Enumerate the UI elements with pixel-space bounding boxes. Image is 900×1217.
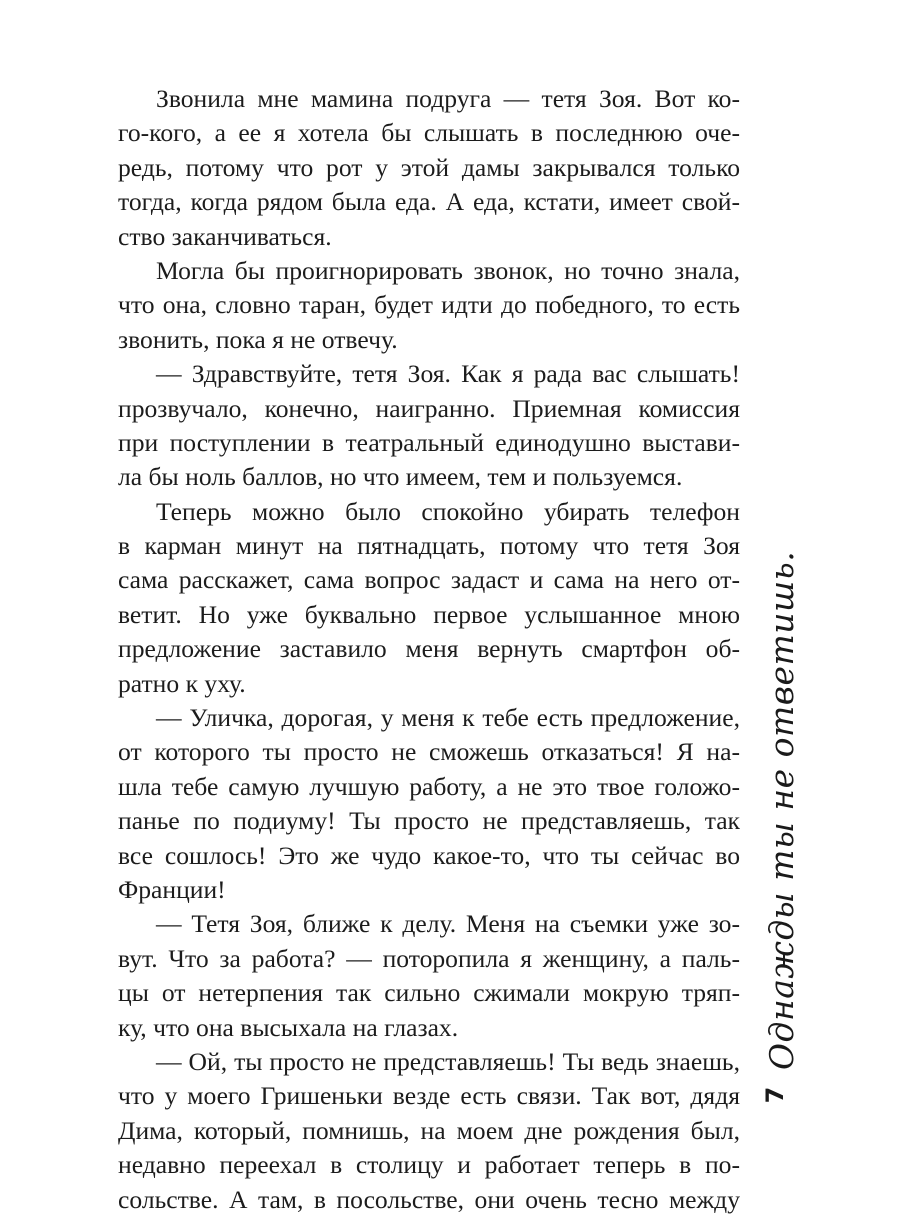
text-line: — Ой, ты просто не представляешь! Ты ведь знаешь, [156,1046,740,1076]
page-number: 7 [761,1086,789,1104]
text-line: цы от нетерпения так сильно сжимали мокрую тряп- [118,978,740,1008]
text-line: панье по подиуму! Ты просто не представляешь, так [118,806,740,836]
text-line: предложение заставило меня вернуть смартфон об- [118,634,740,664]
text-line: вут. Что за работа? — поторопила я женщину, а паль- [118,943,740,973]
text-line: Звонила мне мамина подруга — тетя Зоя. Вот ко- [156,84,740,113]
text-line: в карман минут на пятнадцать, потому что тетя Зоя [118,531,740,561]
text-line: при поступлении в театральный единодушно выстави- [118,427,740,457]
text-line: — Здравствуйте, тетя Зоя. Как я рада вас слышать! [156,359,740,389]
text-line: — Тетя Зоя, ближе к делу. Меня на съемки уже зо- [156,909,740,939]
text-line: прозвучало, конечно, наигранно. Приемная комиссия [118,393,740,423]
text-line: тогда, когда рядом была еда. А еда, кстати, имеет свой- [118,187,740,217]
text-line: от которого ты просто не сможешь отказаться! Я на- [118,737,740,767]
text-line: что у моего Гришеньки везде есть связи. Так вот, дядя [118,1081,740,1111]
text-line: Дима, который, помнишь, на моем дне рождения был, [118,1115,740,1145]
body-text [118,82,740,1217]
text-line: все сошлось! Это же чудо какое-то, что ты сейчас во [118,840,740,870]
text-line: ветит. Но уже буквально первое услышанное мною [118,599,740,629]
text-line: недавно переехал в столицу и работает теперь в по- [118,1150,740,1180]
text-line: сама расскажет, сама вопрос задаст и сама на него от- [118,565,740,595]
text-line: Могла бы проигнорировать звонок, но точно знала, [156,255,740,285]
text-line: — Уличка, дорогая, у меня к тебе есть предложение, [156,703,740,733]
text-line: что она, словно таран, будет идти до победного, то есть [118,290,740,320]
text-line: звонить, пока я не отвечу. [118,324,398,354]
text-line: Франции! [118,874,226,904]
running-title: Однажды ты не ответишь. [762,550,801,1070]
text-line: редь, потому что рот у этой дамы закрывался только [118,152,740,182]
text-line: ку, что она высыхала на глазах. [118,1012,459,1042]
text-line: ла бы ноль баллов, но что имеем, тем и пользуемся. [118,462,683,492]
text-line: го-кого, а ее я хотела бы слышать в последнюю оче- [118,118,740,148]
text-line: сольстве. А там, в посольстве, они очень тесно между [118,1184,740,1214]
text-line: ратно к уху. [118,668,246,698]
text-line: Теперь можно было спокойно убирать телефон [156,496,740,526]
text-line: ство заканчиваться. [118,221,332,251]
text-line: шла тебе самую лучшую работу, а не это твое голожо- [118,771,740,801]
